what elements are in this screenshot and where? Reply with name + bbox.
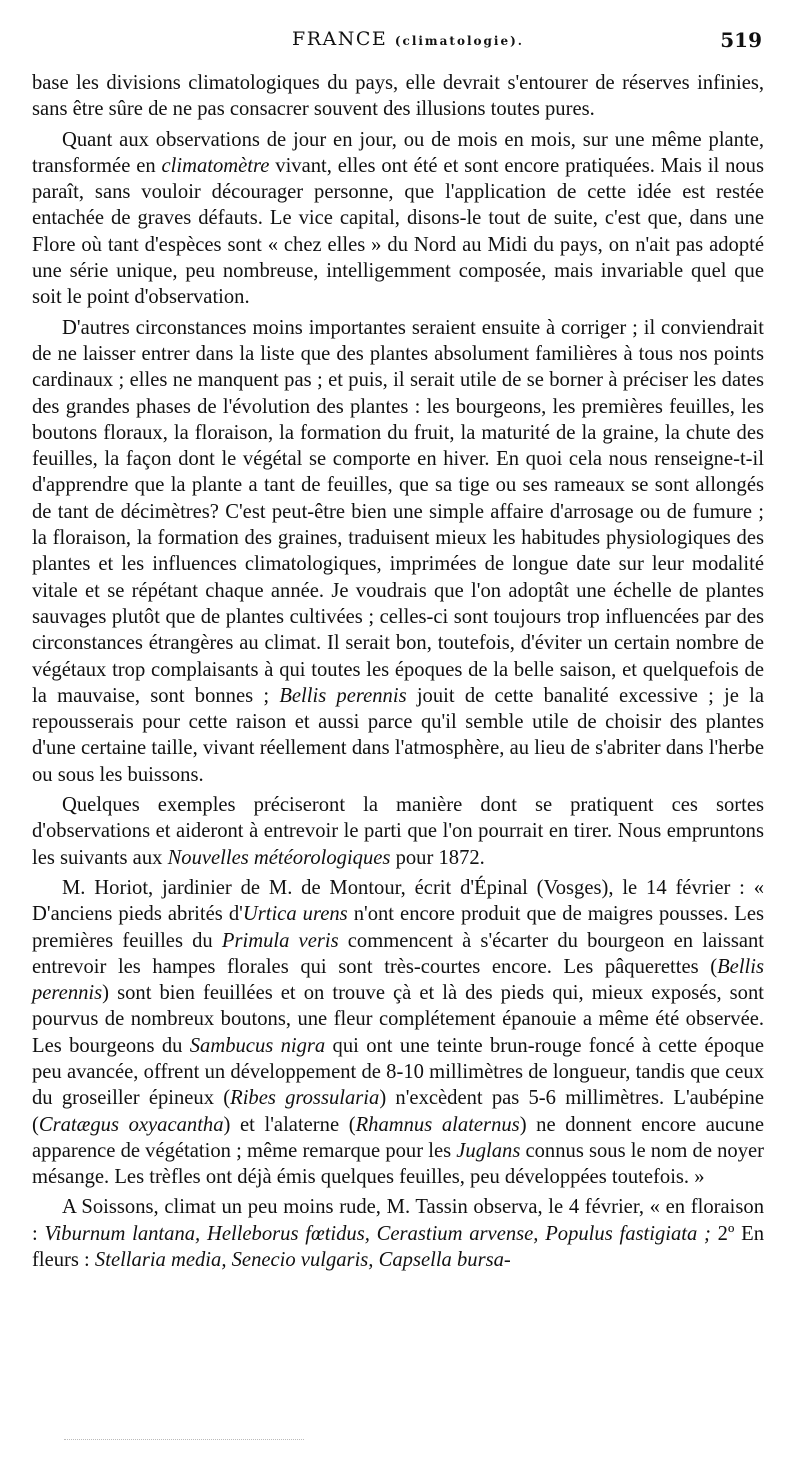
paragraph-p3 (32, 315, 764, 788)
italic-run: Bellis perennis (279, 684, 407, 707)
paragraph-p6 (32, 1194, 764, 1273)
text-run: ) et l'alaterne ( (223, 1113, 356, 1136)
text-run: D'autres circonstances moins importantes seraient ensuite à corriger ; il conviendrait de ne laisser entrer dans la liste que des plantes absolument familières à tous nos points cardinaux ; elles ne manquent pas ; et puis, il serait utile de se borner à préciser les dates des grandes phases de l'évolution des plantes : les bourgeons, les premières feuilles, les boutons floraux, la floraison, la formation du fruit, la maturité de la graine, la chute des feuilles, la façon dont le végétal se comporte en hiver. En quoi cela nous renseigne-t-il d'apprendre que la plante a tant de feuilles, que sa tige ou ses rameaux se sont allongés de tant de décimètres? C'est peut-être bien une simple affaire d'arrosage ou de fumure ; la floraison, la formation des graines, traduisent mieux les habitudes physiologiques des plantes et les influences climatologiques, imprimées de longue date sur leur modalité vitale et se répétant chaque année. Je voudrais que l'on adoptât une échelle de plantes sauvages plutôt que de plantes cultivées ; celles-ci sont toujours trop influencées par des circonstances étrangères au climat. Il serait bon, toutefois, d'éviter un certain nombre de végétaux trop complaisants à qui toutes les époques de la belle saison, et quelquefois de la mauvaise, sont bonnes ; (32, 316, 764, 707)
text-run: commencent à s'écarter du bourgeon en laissant entrevoir les hampes florales qui sont très-courtes encore. Les pâquerettes ( (32, 929, 765, 978)
text-run: Quant aux observations de jour en jour, ou de mois en mois, sur une même plante, transformée en (32, 128, 764, 177)
italic-run: Ribes grossularia (230, 1087, 380, 1110)
running-title-subtitle: (climatologie). (394, 34, 524, 48)
text-run: Quelques exemples préciseront la manière dont se pratiquent ces sortes d'observations et aideront à entrevoir le parti que l'on pourrait en tirer. Nous empruntons les suivants aux (32, 794, 764, 869)
italic-run: Stellaria media, Senecio vulgaris, Capsella bursa- (94, 1249, 511, 1272)
text-run: qui ont une teinte brun-rouge foncé à cette époque peu avancée, offrent un développement de 8-10 millimètres de longueur, tandis que ceux du groseiller épineux ( (32, 1034, 764, 1110)
text-run: base les divisions climatologiques du pays, elle devrait s'entourer de réserves infinies, sans être sûre de ne pas consacrer souvent des illusions toutes pures. (32, 72, 764, 121)
page-number: 519 (720, 28, 762, 52)
paragraph-p2 (32, 127, 764, 311)
text-run: n'ont encore produit que de maigres pousses. Les premières feuilles du (32, 903, 764, 952)
paragraph-p5 (32, 875, 764, 1191)
body-text (32, 70, 764, 1273)
text-run: jouit de cette banalité excessive ; je la repousserais pour cette raison et aussi parce qu'il semble utile de choisir des plantes d'une certaine taille, vivant réellement dans l'atmosphère, au lieu de s'abriter dans l'herbe ou sous les buissons. (32, 684, 765, 786)
text-run: pour 1872. (390, 846, 485, 869)
page-footer-marks (64, 1439, 304, 1442)
italic-run: Sambucus nigra (189, 1034, 326, 1057)
text-run: connus sous le nom de noyer mésange. Les trèfles ont déjà émis quelques feuilles, peu développées toutefois. » (32, 1139, 764, 1189)
italic-run: Viburnum lantana, Helleborus fœtidus, Cerastium arvense, Populus fastigiata ; (44, 1222, 711, 1245)
running-head (32, 28, 764, 70)
italic-run: Rhamnus alaternus (355, 1113, 520, 1136)
text-run: ) sont bien feuillées et on trouve çà et là des pieds qui, mieux exposés, sont pourvus de nombreux boutons, une fleur complétement épanouie a même été observée. Les bourgeons du (32, 982, 764, 1057)
italic-run: Urtica urens (242, 903, 348, 926)
running-title-main: FRANCE (292, 28, 388, 50)
text-run: ) ne donnent encore aucune apparence de végétation ; même remarque pour les (32, 1113, 765, 1162)
running-title (292, 28, 524, 50)
italic-run: Nouvelles météorologiques (167, 846, 391, 869)
italic-run: Primula veris (221, 929, 339, 952)
italic-run: climatomètre (161, 154, 270, 177)
italic-run: Cratægus oxyacantha (38, 1113, 224, 1136)
paragraph-p4 (32, 792, 764, 871)
text-run: A Soissons, climat un peu moins rude, M. Tassin observa, le 4 février, « en floraison : (32, 1196, 764, 1245)
italic-run: Bellis perennis (32, 955, 764, 1005)
text-run: ) n'excèdent pas 5-6 millimètres. L'aubépine ( (32, 1087, 764, 1136)
italic-run: Juglans (456, 1139, 521, 1162)
paragraph-p1 (32, 70, 764, 123)
text-run: 2º En fleurs : (32, 1222, 764, 1272)
text-run: vivant, elles ont été et sont encore pratiquées. Mais il nous paraît, sans vouloir décourager personne, que l'application de cette idée est restée entachée de graves défauts. Le vice capital, disons-le tout de suite, c'est que, dans une Flore où tant d'espèces sont « chez elles » du Nord au Midi du pays, on n'ait pas adopté une série unique, peu nombreuse, intelligemment composée, mais invariable quel que soit le point d'observation. (32, 154, 764, 309)
text-run: M. Horiot, jardinier de M. de Montour, écrit d'Épinal (Vosges), le 14 février : « D'anciens pieds abrités d' (32, 876, 764, 926)
